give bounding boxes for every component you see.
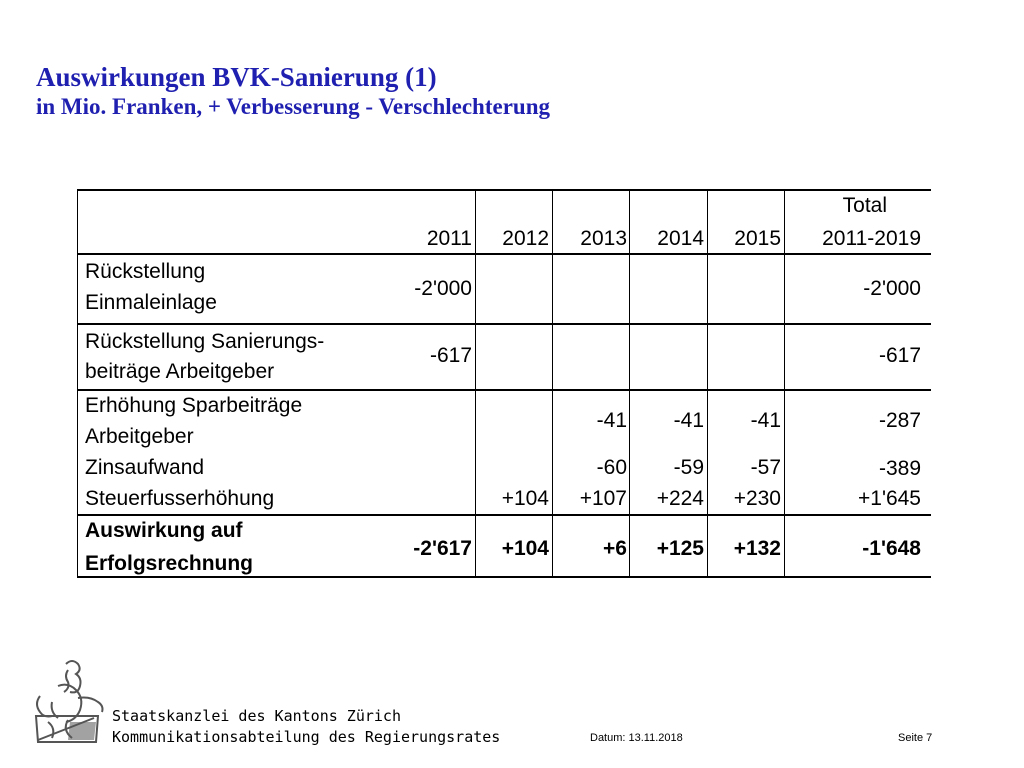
value-2014: -41 <box>673 409 704 432</box>
title-line-1: Auswirkungen BVK-Sanierung (1) <box>36 62 437 92</box>
row-label: beiträge Arbeitgeber <box>85 360 275 383</box>
value-2012: +104 <box>501 487 549 510</box>
value-2014: -59 <box>673 456 704 479</box>
footer-organisation: Staatskanzlei des Kantons Zürich <box>112 707 401 725</box>
row-label: Zinsaufwand <box>85 456 205 479</box>
footer-page-number: Seite 7 <box>898 732 933 744</box>
row-label: Erfolgsrechnung <box>85 552 254 575</box>
header-2011: 2011 <box>426 227 472 250</box>
value-total: -1'648 <box>862 537 921 560</box>
value-total: -287 <box>878 409 921 432</box>
value-total: +1'645 <box>858 487 921 510</box>
table-col-rule <box>77 189 78 578</box>
value-2011: -617 <box>429 344 472 367</box>
value-2015: +230 <box>733 487 781 510</box>
footer-date: Datum: 13.11.2018 <box>590 732 683 744</box>
row-label: Rückstellung <box>85 260 206 283</box>
value-2013: -41 <box>596 409 627 432</box>
row-label: Auswirkung auf <box>85 519 243 542</box>
value-total: -2'000 <box>863 277 921 300</box>
canton-zurich-logo <box>28 656 108 756</box>
value-2011: -2'617 <box>413 537 472 560</box>
value-2015: +132 <box>733 537 781 560</box>
lion-crest-icon <box>28 656 108 751</box>
value-2014: +224 <box>656 487 704 510</box>
value-2013: +107 <box>579 487 627 510</box>
title-line-2: in Mio. Franken, + Verbesserung - Verschlechterung <box>36 94 550 119</box>
header-2012: 2012 <box>502 227 549 250</box>
value-2014: +125 <box>656 537 704 560</box>
row-label: Erhöhung Sparbeiträge <box>85 394 303 417</box>
value-total: -617 <box>878 344 921 367</box>
header-2014: 2014 <box>657 227 704 250</box>
value-2015: -41 <box>750 409 781 432</box>
header-2013: 2013 <box>580 227 627 250</box>
header-2015: 2015 <box>734 227 781 250</box>
row-label: Steuerfusserhöhung <box>85 487 275 510</box>
row-label: Einmaleinlage <box>85 291 217 314</box>
value-2013: -60 <box>596 456 627 479</box>
header-total: Total <box>842 194 887 217</box>
value-2013: +6 <box>603 537 627 560</box>
row-label: Rückstellung Sanierungs- <box>85 330 325 353</box>
header-total-range: 2011-2019 <box>822 227 921 250</box>
value-2015: -57 <box>750 456 781 479</box>
value-total: -389 <box>878 457 921 480</box>
row-label: Arbeitgeber <box>85 425 194 448</box>
table-rule <box>77 323 931 325</box>
footer-department: Kommunikationsabteilung des Regierungsrates <box>112 728 501 746</box>
value-2011: -2'000 <box>414 277 472 300</box>
value-2012: +104 <box>501 537 549 560</box>
table-col-rule <box>784 189 785 578</box>
